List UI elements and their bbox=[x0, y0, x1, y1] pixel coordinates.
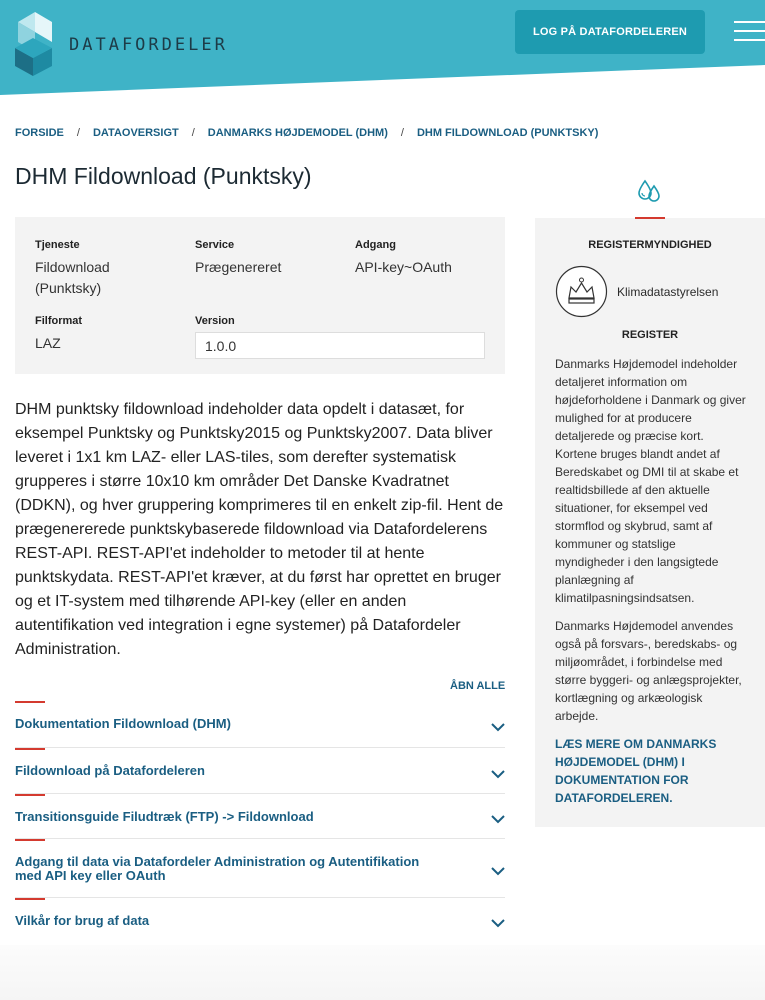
accordion-item[interactable] bbox=[15, 748, 505, 794]
version-label: Version bbox=[195, 315, 235, 327]
adgang-label: Adgang bbox=[355, 239, 396, 251]
accordion-item[interactable] bbox=[15, 898, 505, 944]
accordion-title[interactable]: Vilkår for brug af data bbox=[15, 913, 150, 928]
sidebar-text-1: Danmarks Højdemodel indeholder detaljeret information om højdeforholdene i Danmark og giver mulighed for at producere detaljerede og præcise kort. Kortene bruges blandt andet af Beredskabet og DMI til at skabe et realtidsbillede af den aktuelle situationer, for eksempel ved stormflod og skybrud, samt af kommuner og statslige myndigheder i den langsigtede planlægning af klimatilpasningsindsatsen. bbox=[555, 357, 746, 605]
login-button[interactable]: LOG PÅ DATAFORDELEREN bbox=[515, 10, 705, 54]
tjeneste-field bbox=[35, 239, 175, 299]
accent-line bbox=[15, 794, 45, 796]
accent-line bbox=[15, 898, 45, 900]
service-value: Prægenereret bbox=[195, 259, 282, 275]
filformat-label: Filformat bbox=[35, 315, 83, 327]
accordion-title[interactable]: Adgang til data via Datafordeler Administration og Autentifikation med API key eller OAuth bbox=[15, 854, 420, 883]
chevron-down-icon[interactable] bbox=[491, 770, 505, 779]
accordion-title[interactable]: Transitionsguide Filudtræk (FTP) -> Fildownload bbox=[15, 809, 314, 824]
accordion-item[interactable] bbox=[15, 839, 505, 898]
version-field bbox=[195, 315, 335, 333]
breadcrumb-forside[interactable]: FORSIDE bbox=[15, 127, 64, 139]
adgang-field bbox=[355, 239, 495, 278]
accent-line bbox=[15, 748, 45, 750]
accordion-title[interactable]: Dokumentation Fildownload (DHM) bbox=[15, 716, 231, 731]
open-all-link[interactable]: ÅBN ALLE bbox=[450, 680, 506, 692]
accordion-item[interactable] bbox=[15, 794, 505, 839]
chevron-down-icon[interactable] bbox=[491, 723, 505, 732]
registermyndighed-heading: REGISTERMYNDIGHED bbox=[588, 239, 712, 251]
chevron-down-icon[interactable] bbox=[491, 919, 505, 928]
breadcrumb-separator: / bbox=[191, 127, 195, 139]
breadcrumb-dhm[interactable]: DANMARKS HØJDEMODEL (DHM) bbox=[207, 127, 388, 139]
page-title: DHM Fildownload (Punktsky) bbox=[15, 163, 312, 189]
accent-line bbox=[15, 839, 45, 841]
accordion-title[interactable]: Fildownload på Datafordeleren bbox=[15, 763, 205, 778]
site-header bbox=[0, 0, 765, 95]
filformat-field bbox=[35, 315, 175, 354]
description-text: DHM punktsky fildownload indeholder data opdelt i datasæt, for eksempel Punktsky og Punktsky2015 og Punktsky2007. Data bliver leveret i 1x1 km LAZ- eller LAS-tiles, som derefter systematisk grupperes i større 10x10 km områder Det Danske Kvadratnet (DDKN), og hver gruppering komprimeres til en enkelt zip-fil. Hent de prægenererede punktskybaserede fildownload via Datafordelerens REST-API. REST-API'et indeholder to metoder til at hente punktskydata. REST-API'et kræver, at du først har oprettet en bruger og et IT-system med tilhørende API-key (eller en anden autentifikation ved integration i egne systemer) på Datafordeler Administration. bbox=[15, 401, 504, 658]
datafordeler-logo[interactable] bbox=[15, 12, 228, 76]
sidebar-text-2: Danmarks Højdemodel anvendes også på forsvars-, beredskabs- og miljøområdet, i forbindelse med større byggeri- og anlægsprojekter, kortlægning og arkæologisk arbejde. bbox=[555, 619, 742, 723]
tjeneste-value: Fildownload (Punktsky) bbox=[35, 259, 110, 296]
crown-crest-icon bbox=[555, 265, 608, 318]
tjeneste-label: Tjeneste bbox=[35, 239, 80, 251]
breadcrumb bbox=[15, 127, 598, 139]
logo-mark-icon bbox=[15, 12, 55, 76]
authority-name: Klimadatastyrelsen bbox=[617, 285, 719, 299]
service-info-box bbox=[15, 217, 505, 374]
breadcrumb-current[interactable]: DHM FILDOWNLOAD (PUNKTSKY) bbox=[416, 127, 599, 139]
filformat-value: LAZ bbox=[35, 335, 61, 351]
sidebar-accent-line bbox=[635, 217, 665, 219]
version-select[interactable]: 1.0.0 bbox=[195, 332, 485, 359]
breadcrumb-separator: / bbox=[400, 127, 404, 139]
adgang-value: API-key~OAuth bbox=[355, 259, 452, 275]
breadcrumb-separator: / bbox=[76, 127, 80, 139]
register-heading: REGISTER bbox=[621, 329, 679, 341]
chevron-down-icon[interactable] bbox=[491, 867, 505, 876]
accordion bbox=[15, 701, 505, 944]
read-more-link[interactable]: LÆS MERE OM DANMARKS HØJDEMODEL (DHM) I DOKUMENTATION FOR DATAFORDELEREN. bbox=[555, 737, 717, 805]
water-drops-icon bbox=[637, 178, 663, 204]
accent-line bbox=[15, 701, 45, 703]
service-field bbox=[195, 239, 335, 278]
chevron-down-icon[interactable] bbox=[491, 815, 505, 824]
accordion-item[interactable] bbox=[15, 701, 505, 748]
footer-fade bbox=[0, 945, 765, 1000]
hamburger-menu-icon[interactable] bbox=[734, 21, 765, 43]
logo-text: DATAFORDELER bbox=[69, 35, 228, 55]
service-label: Service bbox=[195, 239, 235, 251]
breadcrumb-dataoversigt[interactable]: DATAOVERSIGT bbox=[92, 127, 179, 139]
